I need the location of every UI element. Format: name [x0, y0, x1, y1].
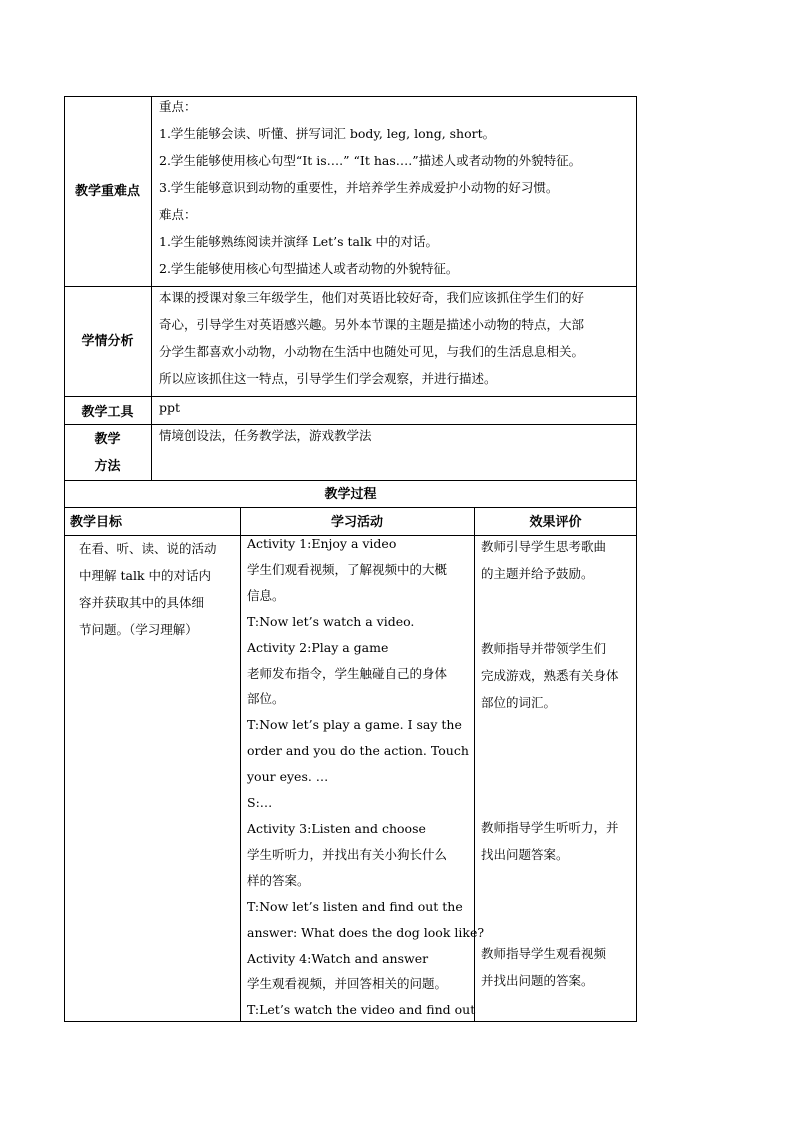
analysis-line: 分学生都喜欢小动物，小动物在生活中也随处可见，与我们的生活息息相关。: [159, 344, 585, 359]
row-divider: [64, 507, 637, 508]
focus-content: [159, 93, 581, 282]
activity-line: T:Now let’s watch a video.: [247, 613, 415, 629]
evaluation-block-1: [481, 533, 606, 587]
header-evaluation: 效果评价: [529, 515, 582, 530]
header-activity: 学习活动: [330, 515, 383, 530]
activity-line: T:Now let’s listen and find out the: [247, 898, 463, 914]
activity-line: T:Let’s watch the video and find out: [247, 1002, 476, 1018]
goal-line: 中理解 talk 中的对话内: [79, 568, 211, 583]
analysis-line: 奇心，引导学生对英语感兴趣。另外本节课的主题是描述小动物的特点，大部: [159, 317, 585, 332]
activity-line: 信息。: [247, 587, 285, 603]
analysis-line: 本课的授课对象三年级学生，他们对英语比较好奇，我们应该抓住学生们的好: [159, 290, 585, 305]
evaluation-line: 并找出问题的答案。: [481, 973, 594, 988]
focus-line: 3.学生能够意识到动物的重要性，并培养学生养成爱护小动物的好习惯。: [159, 180, 559, 195]
activity-line: answer: What does the dog look like?: [247, 924, 485, 940]
focus-line: 2.学生能够使用核心句型描述人或者动物的外貌特征。: [159, 261, 459, 276]
focus-line: 1.学生能够会读、听懂、拼写词汇 body, leg, long, short。: [159, 126, 496, 141]
activity-line: Activity 1:Enjoy a video: [247, 536, 397, 551]
activity-line: Activity 2:Play a game: [247, 639, 389, 655]
focus-line: 2.学生能够使用核心句型“It is….” “It has….”描述人或者动物的外貌特征。: [159, 153, 582, 168]
activity-line: 学生听听力，并找出有关小狗长什么: [247, 846, 448, 862]
analysis-content: [159, 284, 584, 392]
evaluation-line: 教师指导并带领学生们: [481, 641, 607, 656]
column-divider: [240, 507, 241, 1022]
activity-line: 部位。: [247, 691, 285, 707]
tools-value: ppt: [159, 400, 181, 415]
row-divider: [64, 480, 637, 481]
activity-line: your eyes. …: [247, 769, 329, 785]
activity-line: Activity 4:Watch and answer: [247, 950, 429, 966]
goal-content: [79, 535, 217, 643]
activity-line: order and you do the action. Touch: [247, 743, 469, 759]
evaluation-block-4: [481, 940, 606, 994]
activity-line: T:Now let’s play a game. I say the: [247, 717, 462, 733]
evaluation-block-3: [481, 814, 619, 868]
focus-label: 教学重难点: [74, 184, 140, 199]
evaluation-line: 完成游戏，熟悉有关身体: [481, 668, 619, 683]
activity-line: 老师发布指令，学生触碰自己的身体: [247, 665, 448, 681]
evaluation-line: 的主题并给予鼓励。: [481, 566, 594, 581]
analysis-label: 学情分析: [81, 334, 134, 349]
evaluation-block-2: [481, 635, 619, 716]
tools-label: 教学工具: [81, 405, 134, 420]
activity-line: 样的答案。: [247, 872, 310, 888]
goal-line: 在看、听、读、说的活动: [79, 541, 217, 556]
activity-line: Activity 3:Listen and choose: [247, 820, 426, 836]
activity-content: [247, 531, 484, 1023]
focus-line: 难点：: [159, 207, 197, 222]
evaluation-line: 找出问题答案。: [481, 847, 569, 862]
activity-line: 学生观看视频，并回答相关的问题。: [247, 976, 448, 992]
evaluation-line: 教师引导学生思考歌曲: [481, 539, 607, 554]
row-divider: [64, 396, 637, 397]
activity-line: S:…: [247, 795, 273, 811]
evaluation-line: 部位的词汇。: [481, 695, 557, 710]
evaluation-line: 教师指导学生观看视频: [481, 946, 607, 961]
focus-line: 1.学生能够熟练阅读并演绎 Let’s talk 中的对话。: [159, 234, 439, 249]
analysis-line: 所以应该抓住这一特点，引导学生们学会观察，并进行描述。: [159, 371, 497, 386]
header-goal: 教学目标: [70, 515, 123, 530]
process-title: 教学过程: [324, 487, 377, 502]
focus-line: 重点：: [159, 99, 197, 114]
methods-label-line2: 方法: [94, 459, 121, 474]
evaluation-line: 教师指导学生听听力，并: [481, 820, 619, 835]
methods-value: 情境创设法，任务教学法，游戏教学法: [159, 428, 372, 443]
goal-line: 节问题。（学习理解）: [79, 622, 198, 637]
goal-line: 容并获取其中的具体细: [79, 595, 205, 610]
column-divider: [151, 96, 152, 480]
methods-label-line1: 教学: [94, 432, 121, 447]
activity-line: 学生们观看视频，了解视频中的大概: [247, 561, 448, 577]
